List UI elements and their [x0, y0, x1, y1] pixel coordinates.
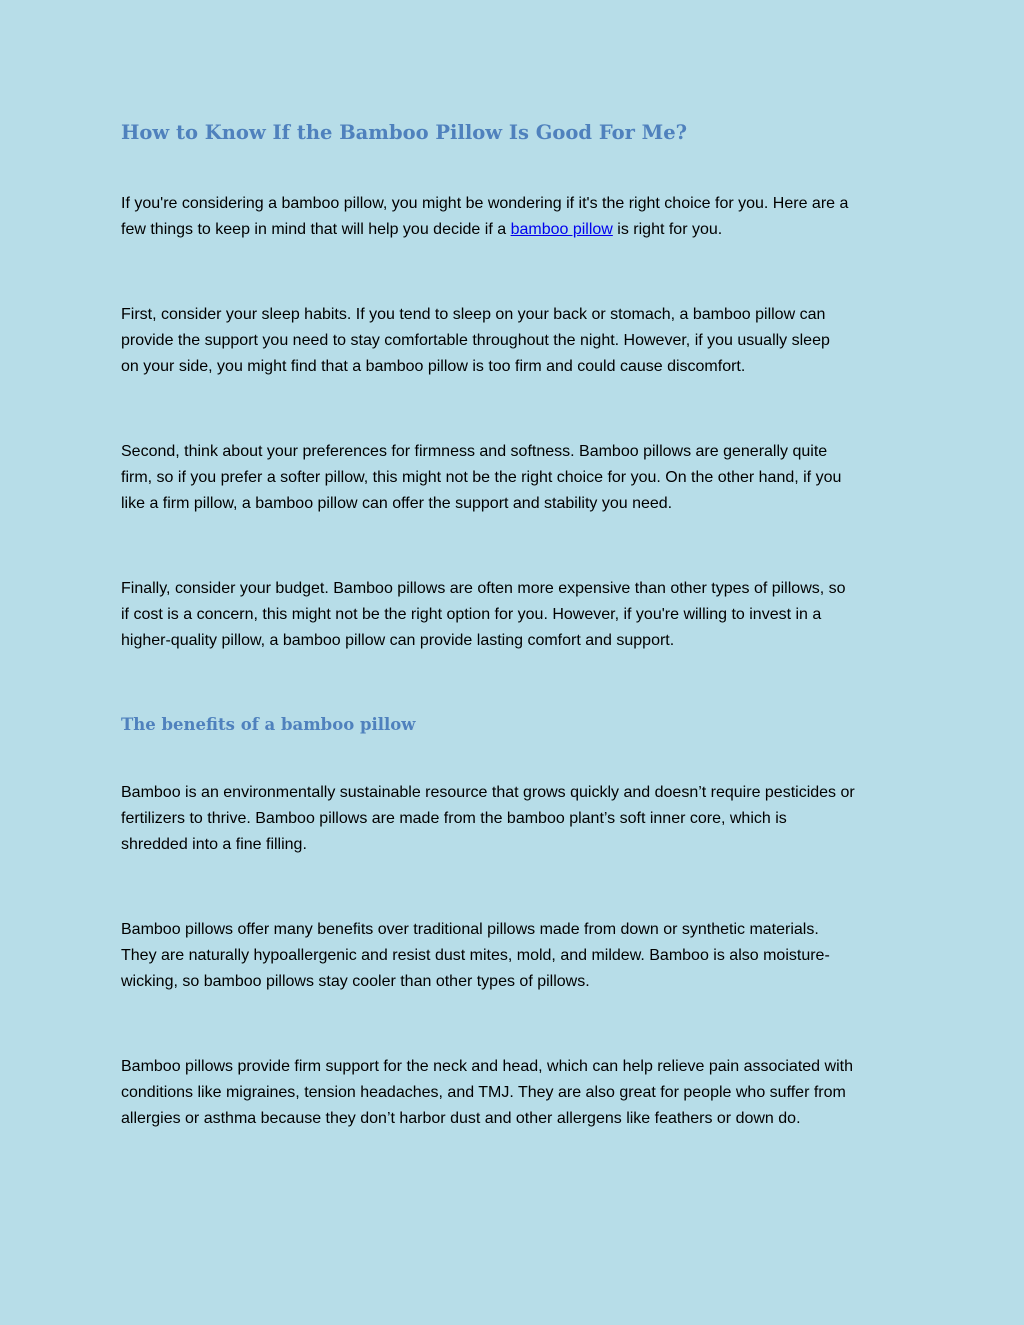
paragraph-line: Second, think about your preferences for firmness and softness. Bamboo pillows are generally quite	[121, 443, 828, 460]
paragraph-line: if cost is a concern, this might not be the right option for you. However, if you're willing to invest in a	[121, 606, 822, 623]
paragraph-line: Bamboo pillows offer many benefits over traditional pillows made from down or synthetic materials.	[121, 921, 819, 938]
paragraph-line: Finally, consider your budget. Bamboo pillows are often more expensive than other types of pillows, so	[121, 580, 846, 597]
paragraph-line: higher-quality pillow, a bamboo pillow can provide lasting comfort and support.	[121, 632, 675, 649]
body-paragraph	[121, 917, 906, 995]
intro-text: is right for you.	[612, 221, 723, 238]
section-heading: The benefits of a bamboo pillow	[121, 715, 416, 734]
paragraph-line: like a firm pillow, a bamboo pillow can offer the support and stability you need.	[121, 495, 673, 512]
paragraph-line: shredded into a fine filling.	[121, 836, 307, 853]
paragraph-line: fertilizers to thrive. Bamboo pillows are made from the bamboo plant’s soft inner core, which is	[121, 810, 787, 827]
body-paragraph	[121, 302, 906, 380]
paragraph-line: They are naturally hypoallergenic and resist dust mites, mold, and mildew. Bamboo is also moisture-	[121, 947, 830, 964]
paragraph-line: Bamboo pillows provide firm support for the neck and head, which can help relieve pain associated with	[121, 1058, 853, 1075]
intro-line	[121, 217, 906, 243]
intro-line: If you're considering a bamboo pillow, you might be wondering if it's the right choice for you. Here are a	[121, 195, 849, 212]
body-paragraph	[121, 439, 906, 517]
page-title: How to Know If the Bamboo Pillow Is Good For Me?	[121, 121, 688, 144]
paragraph-line: on your side, you might find that a bamboo pillow is too firm and could cause discomfort.	[121, 358, 746, 375]
paragraph-line: conditions like migraines, tension headaches, and TMJ. They are also great for people who suffer from	[121, 1084, 846, 1101]
body-paragraph	[121, 780, 906, 858]
paragraph-line: provide the support you need to stay comfortable throughout the night. However, if you usually sleep	[121, 332, 830, 349]
paragraph-line: allergies or asthma because they don’t harbor dust and other allergens like feathers or down do.	[121, 1110, 801, 1127]
bamboo-pillow-link[interactable]: bamboo pillow	[510, 221, 613, 238]
paragraph-line: wicking, so bamboo pillows stay cooler than other types of pillows.	[121, 973, 590, 990]
body-paragraph	[121, 576, 906, 654]
paragraph-line: First, consider your sleep habits. If you tend to sleep on your back or stomach, a bamboo pillow can	[121, 306, 826, 323]
intro-paragraph	[121, 191, 906, 243]
body-paragraph	[121, 1054, 906, 1132]
intro-text: few things to keep in mind that will help you decide if a	[121, 221, 511, 238]
paragraph-line: Bamboo is an environmentally sustainable resource that grows quickly and doesn’t require pesticides or	[121, 784, 855, 801]
paragraph-line: firm, so if you prefer a softer pillow, this might not be the right choice for you. On the other hand, if you	[121, 469, 842, 486]
